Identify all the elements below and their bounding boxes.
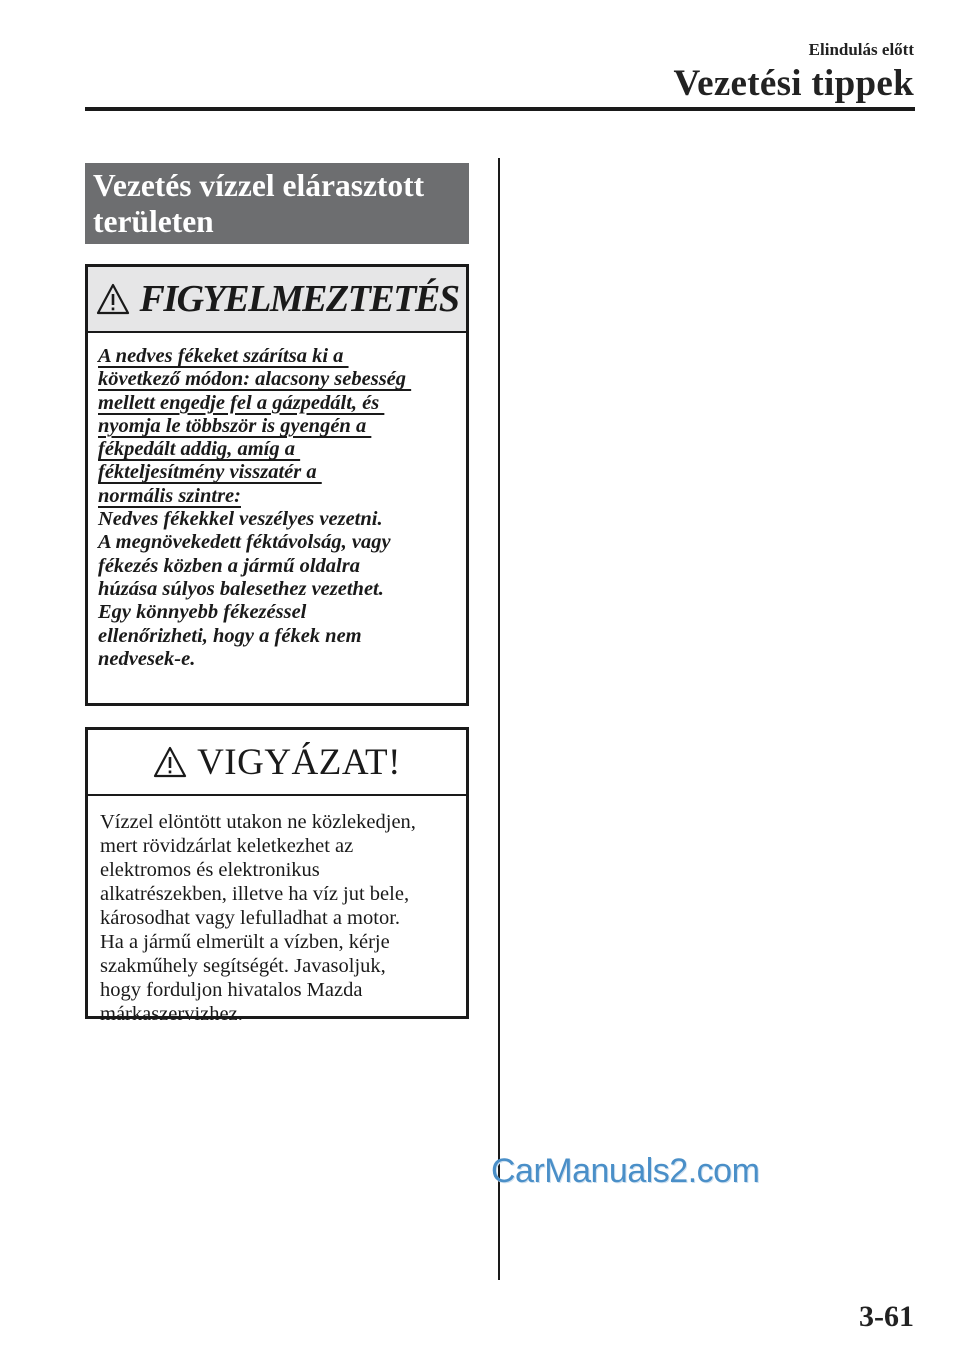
warning-underlined-line: normális szintre: (98, 484, 241, 507)
column-divider (498, 158, 500, 1280)
warning-text-line: Nedves fékekkel veszélyes vezetni. (98, 508, 383, 531)
warning-text-line: nedvesek-e. (98, 647, 196, 670)
warning-triangle-icon (153, 746, 187, 778)
warning-text-line: fékezés közben a jármű oldalra (98, 554, 360, 577)
caution-text-line: mert rövidzárlat keletkezhet az (100, 835, 354, 857)
page-number: 3-61 (859, 1300, 914, 1333)
watermark: CarManuals2.com (491, 1152, 760, 1190)
warning-box (85, 264, 469, 706)
warning-underlined-line: A nedves fékeket szárítsa ki a (98, 345, 349, 367)
warning-box-header (88, 267, 466, 333)
caution-text-line: szakműhely segítségét. Javasoljuk, (100, 955, 386, 977)
warning-text-line: ellenőrizheti, hogy a fékek nem (98, 624, 362, 647)
caution-text-line: márkaszervizhez. (100, 1003, 243, 1025)
caution-body (88, 796, 466, 1026)
header-section-label: Elindulás előtt (808, 40, 914, 59)
warning-label: FIGYELMEZTETÉS (139, 278, 459, 320)
caution-text-line: alkatrészekben, illetve ha víz jut bele, (100, 883, 410, 905)
section-title: Vezetés vízzel elárasztott területen (85, 163, 469, 244)
caution-box (85, 727, 469, 1025)
caution-label: VIGYÁZAT! (197, 741, 401, 783)
caution-text-line: elektromos és elektronikus (100, 859, 320, 881)
header-rule (85, 107, 915, 111)
warning-underlined-line: nyomja le többször is gyengén a (98, 414, 372, 437)
warning-body (88, 333, 466, 671)
warning-text-line: Egy könnyebb fékezéssel (98, 601, 307, 624)
warning-underlined-line: következő módon: alacsony sebesség (98, 368, 412, 391)
caution-text-line: Vízzel elöntött utakon ne közlekedjen, (100, 811, 416, 833)
warning-underlined-line: mellett engedje fel a gázpedált, és (98, 391, 385, 414)
warning-text-line: A megnövekedett féktávolság, vagy (98, 531, 391, 554)
caution-text-line: károsodhat vagy lefulladhat a motor. (100, 907, 401, 929)
warning-underlined-line: fékteljesítmény visszatér a (98, 461, 322, 484)
caution-box-header (88, 730, 466, 796)
warning-triangle-icon (96, 283, 130, 315)
header-title: Vezetési tippek (673, 63, 914, 104)
warning-text-line: húzása súlyos balesethez vezethet. (98, 577, 384, 600)
warning-underlined-line: fékpedált addig, amíg a (98, 438, 301, 461)
caution-text-line: hogy forduljon hivatalos Mazda (100, 979, 363, 1001)
caution-text-line: Ha a jármű elmerült a vízben, kérje (100, 931, 390, 953)
